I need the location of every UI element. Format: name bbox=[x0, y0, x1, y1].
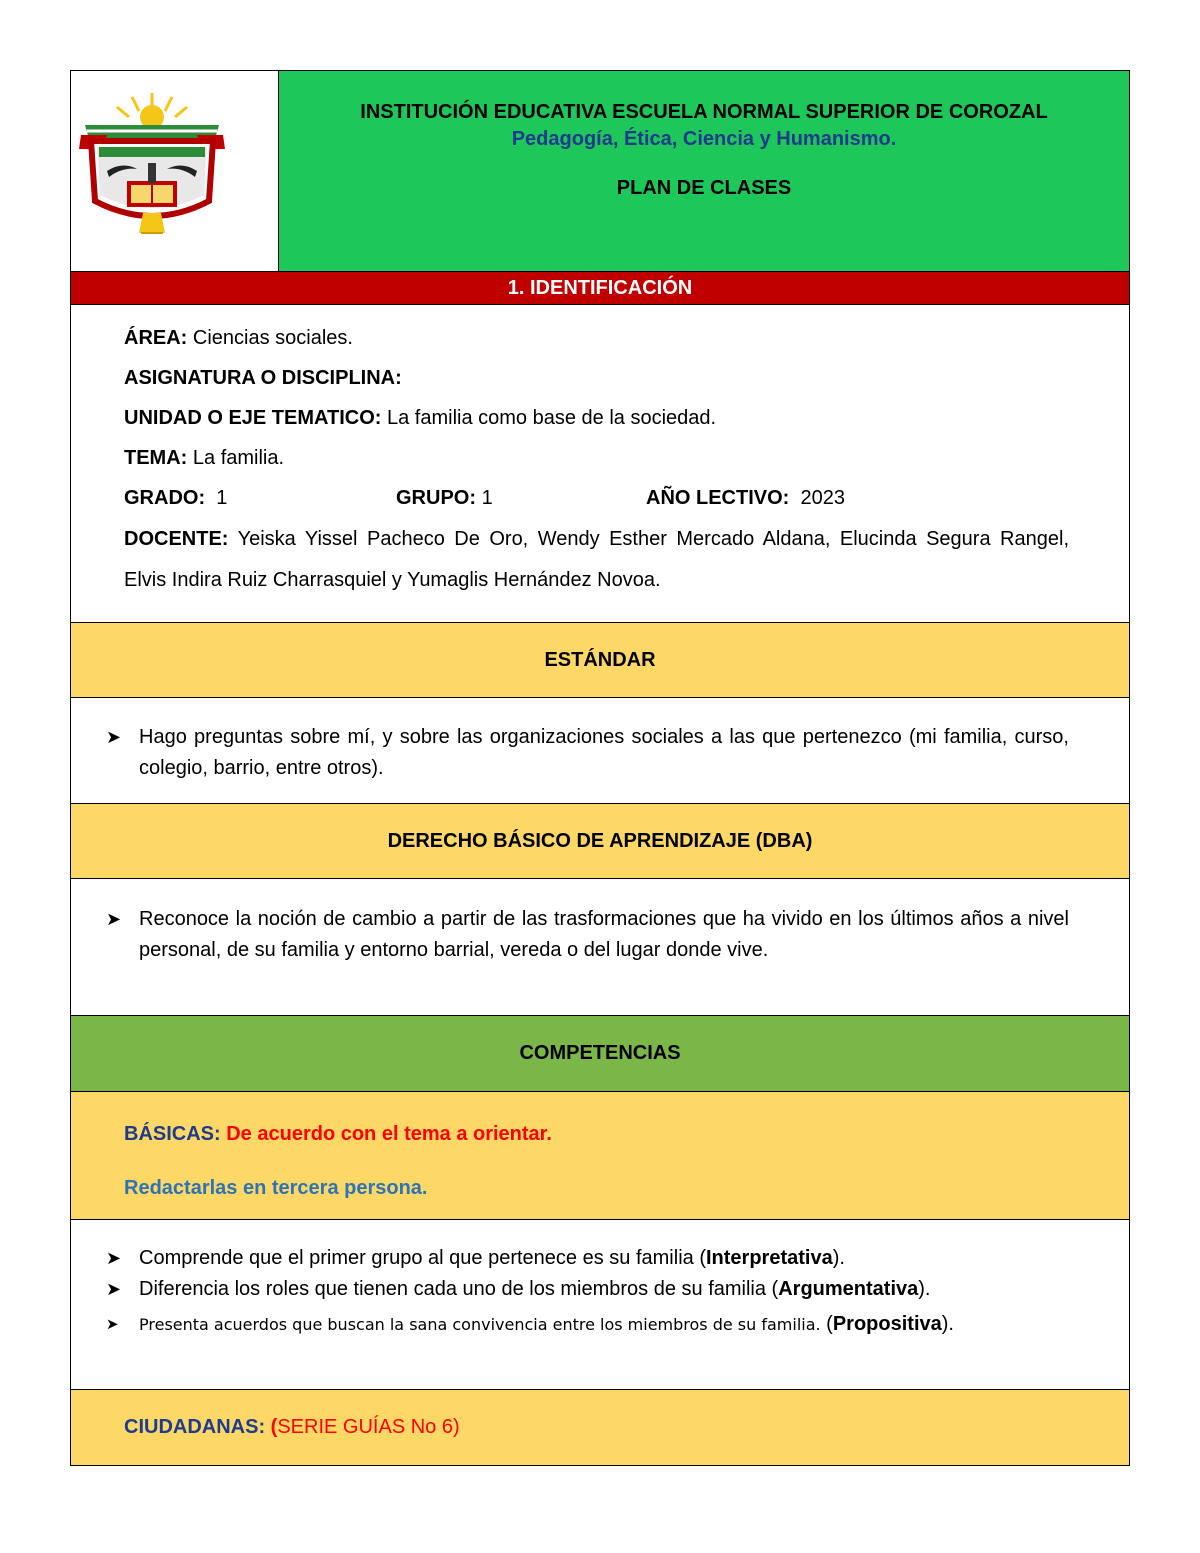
asignatura-line bbox=[124, 365, 1069, 392]
grado-label: GRADO: bbox=[124, 487, 206, 509]
competencia-type: Propositiva bbox=[832, 1313, 942, 1335]
unidad-label: UNIDAD O EJE TEMATICO: bbox=[124, 407, 382, 429]
identificacion-section-title: 1. IDENTIFICACIÓN bbox=[71, 272, 1129, 305]
grupo-label: GRUPO: bbox=[396, 487, 476, 509]
ciudadanas-note: SERIE GUÍAS No 6) bbox=[277, 1416, 460, 1438]
anio-label: AÑO LECTIVO: bbox=[646, 487, 790, 509]
docente-line bbox=[124, 519, 1069, 601]
institution-motto: Pedagogía, Ética, Ciencia y Humanismo. bbox=[511, 128, 897, 150]
logo-cell bbox=[71, 71, 279, 271]
dba-title: DERECHO BÁSICO DE APRENDIZAJE (DBA) bbox=[71, 804, 1129, 879]
grado-value: 1 bbox=[216, 487, 228, 509]
basicas-line bbox=[124, 1122, 1129, 1146]
basicas-instruction: Redactarlas en tercera persona. bbox=[124, 1177, 428, 1199]
unidad-line bbox=[124, 405, 1069, 432]
dba-item bbox=[71, 904, 1129, 966]
lesson-plan-document bbox=[70, 70, 1130, 1466]
grado-grupo-anio-line bbox=[124, 485, 1069, 512]
dba-text: Reconoce la noción de cambio a partir de las trasformaciones que ha vivido en los últimos años a nivel personal, de su familia y entorno barrial, vereda o del lugar donde vive. bbox=[139, 908, 1069, 961]
grupo-value: 1 bbox=[481, 487, 493, 509]
area-value: Ciencias sociales. bbox=[192, 327, 353, 349]
identificacion-body bbox=[71, 305, 1129, 623]
tema-value: La familia. bbox=[192, 447, 285, 469]
docente-label: DOCENTE: bbox=[124, 528, 229, 550]
school-shield-logo-icon bbox=[77, 91, 227, 236]
competencia-type: Argumentativa bbox=[778, 1278, 919, 1300]
arrow-bullet-icon: ➤ bbox=[106, 727, 122, 747]
document-title: PLAN DE CLASES bbox=[616, 177, 792, 199]
ciudadanas-paren: ( bbox=[270, 1416, 278, 1438]
dba-body bbox=[71, 879, 1129, 1016]
arrow-bullet-icon: ➤ bbox=[106, 909, 122, 929]
arrow-bullet-icon: ➤ bbox=[106, 1316, 119, 1333]
basicas-block bbox=[71, 1092, 1129, 1220]
estandar-item bbox=[71, 722, 1129, 784]
competencias-title: COMPETENCIAS bbox=[71, 1016, 1129, 1092]
area-line bbox=[124, 325, 1069, 352]
arrow-bullet-icon: ➤ bbox=[106, 1279, 122, 1299]
basicas-note: De acuerdo con el tema a orientar. bbox=[226, 1123, 552, 1145]
competencia-item-3: ➤ Presenta acuerdos que buscan la sana convivencia entre los miembros de su familia. (Propositiva). bbox=[71, 1309, 1129, 1340]
competencia-item-1: ➤ Comprende que el primer grupo al que pertenece es su familia (Interpretativa). bbox=[71, 1243, 1129, 1274]
institution-name: INSTITUCIÓN EDUCATIVA ESCUELA NORMAL SUPERIOR DE COROZAL bbox=[360, 101, 1048, 123]
asignatura-label: ASIGNATURA O DISCIPLINA: bbox=[124, 367, 402, 389]
tema-label: TEMA: bbox=[124, 447, 188, 469]
competencias-list bbox=[71, 1220, 1129, 1390]
header-title-cell bbox=[279, 71, 1129, 271]
docente-value: Yeiska Yissel Pacheco De Oro, Wendy Esther Mercado Aldana, Elucinda Segura Rangel, Elvis Indira Ruiz Charrasquiel y Yumaglis Hernández Novoa. bbox=[124, 528, 1069, 591]
estandar-text: Hago preguntas sobre mí, y sobre las organizaciones sociales a las que pertenezco (mi familia, curso, colegio, barrio, entre otros). bbox=[139, 726, 1069, 779]
estandar-title: ESTÁNDAR bbox=[71, 623, 1129, 698]
arrow-bullet-icon: ➤ bbox=[106, 1248, 122, 1268]
unidad-value: La familia como base de la sociedad. bbox=[386, 407, 717, 429]
ciudadanas-block bbox=[71, 1390, 1129, 1465]
competencia-type: Interpretativa bbox=[705, 1247, 833, 1269]
basicas-label: BÁSICAS: bbox=[124, 1123, 221, 1145]
competencia-item-2: ➤ Diferencia los roles que tienen cada uno de los miembros de su familia (Argumentativa). bbox=[71, 1274, 1129, 1305]
anio-value: 2023 bbox=[800, 487, 845, 509]
estandar-body bbox=[71, 698, 1129, 804]
document-header bbox=[71, 71, 1129, 272]
tema-line bbox=[124, 445, 1069, 472]
area-label: ÁREA: bbox=[124, 327, 188, 349]
ciudadanas-label: CIUDADANAS: bbox=[124, 1416, 266, 1438]
